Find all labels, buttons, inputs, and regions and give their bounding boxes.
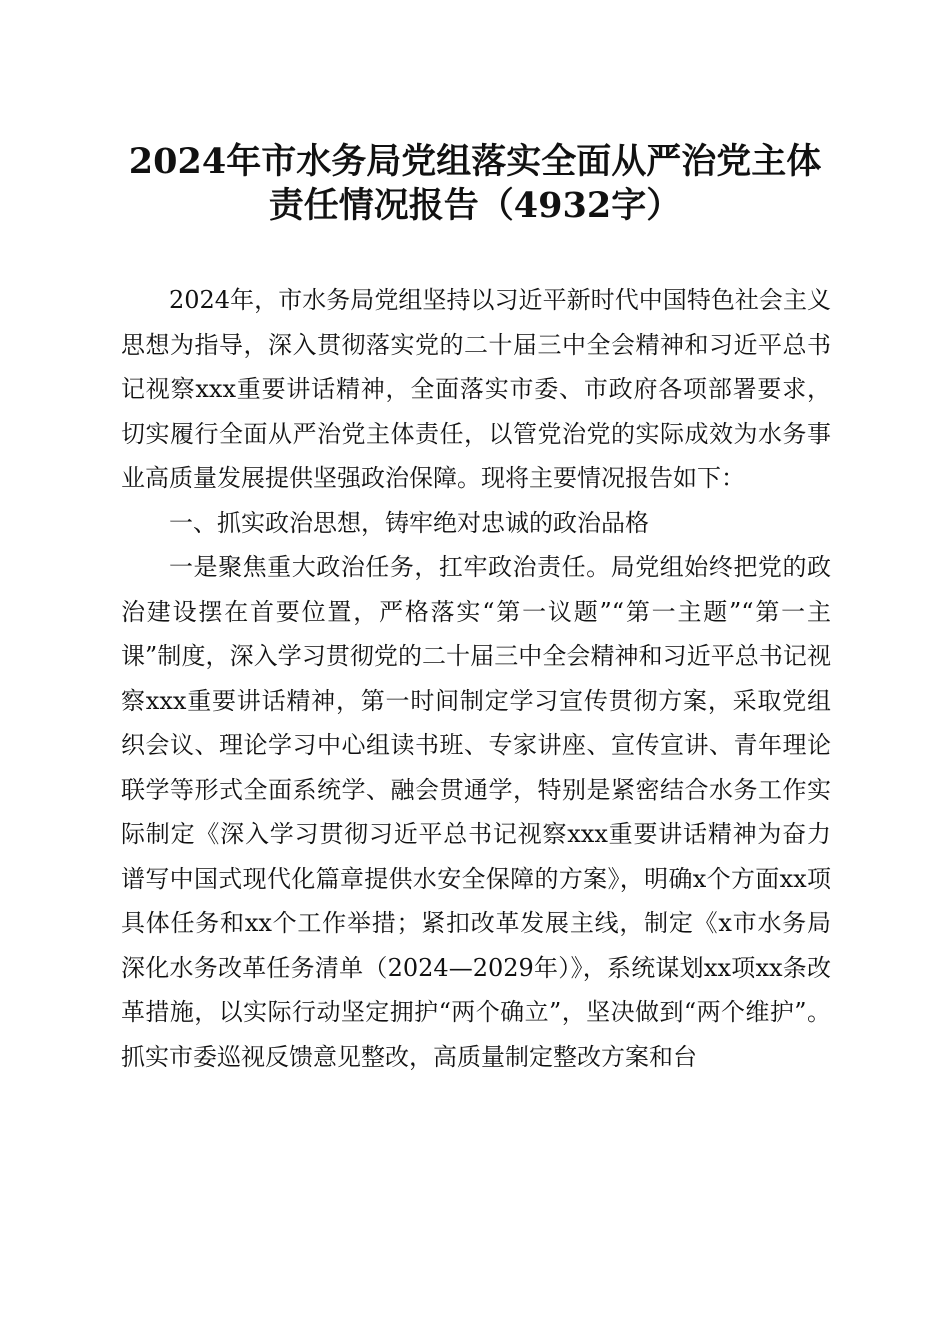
section-1-heading: 一、抓实政治思想，铸牢绝对忠诚的政治品格: [169, 508, 649, 537]
document-title-line-2: 责任情况报告（4932字）: [268, 185, 682, 226]
document-title-line-1: 2024年市水务局党组落实全面从严治党主体: [128, 141, 822, 182]
document-body: [121, 278, 831, 1079]
intro-paragraph: 2024年，市水务局党组坚持以习近平新时代中国特色社会主义思想为指导，深入贯彻落实党的二十届三中全会精神和习近平总书记视察xxx重要讲话精神，全面落实市委、市政府各项部署要求，切实履行全面从严治党主体责任，以管党治党的实际成效为水务事业高质量发展提供坚强政治保障。现将主要情况报告如下：: [121, 286, 831, 492]
section-1-paragraph-1: 一是聚焦重大政治任务，扛牢政治责任。局党组始终把党的政治建设摆在首要位置，严格落实“第一议题”“第一主题”“第一主课”制度，深入学习贯彻党的二十届三中全会精神和习近平总书记视察xxx重要讲话精神，第一时间制定学习宣传贯彻方案，采取党组织会议、理论学习中心组读书班、专家讲座、宣传宣讲、青年理论联学等形式全面系统学、融会贯通学，特别是紧密结合水务工作实际制定《深入学习贯彻习近平总书记视察xxx重要讲话精神为奋力谱写中国式现代化篇章提供水安全保障的方案》，明确x个方面xx项具体任务和xx个工作举措；紧扣改革发展主线，制定《x市水务局深化水务改革任务清单（2024—2029年）》，系统谋划xx项xx条改革措施，以实际行动坚定拥护“两个确立”，坚决做到“两个维护”。抓实市委巡视反馈意见整改，高质量制定整改方案和台: [121, 553, 831, 1071]
